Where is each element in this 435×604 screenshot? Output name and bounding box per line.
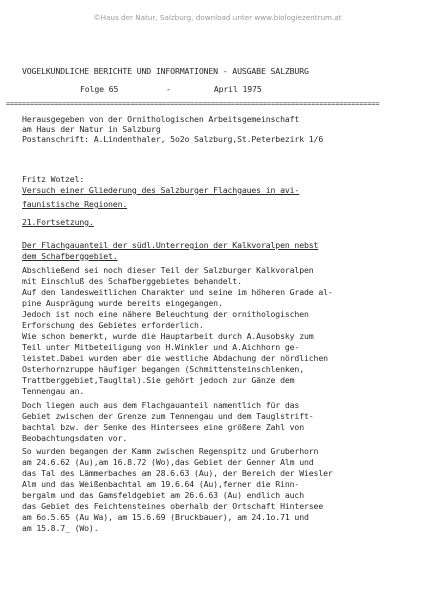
- double-rule: =============================================================================================: [6, 100, 380, 108]
- body-line: pine Ausprägung wurde bereits eingegangen.: [22, 298, 223, 308]
- body-line: Tennengau an.: [22, 386, 85, 396]
- body-line: Auf den landesweitlichen Charakter und seine im höheren Grade al-: [22, 287, 333, 297]
- subheading-line-1: Der Flachgauanteil der südl.Unterregion der Kalkvoralpen nebst: [22, 240, 319, 250]
- publisher-line-1: Herausgegeben von der Ornithologischen Arbeitsgemeinschaft: [22, 114, 300, 124]
- body-line: bergalm und das Gamsfeldgebiet am 26.6.63 (Au) endlich auch: [22, 490, 304, 500]
- postal-address: Postanschrift: A.Lindenthaler, 5o2o Salzburg,St.Peterbezirk 1/6: [22, 134, 324, 144]
- body-line: Abschließend sei noch dieser Teil der Salzburger Kalkvoralpen: [22, 265, 314, 275]
- body-line: Teil unter Mitbeteiligung von H.Winkler und A.Aichhorn ge-: [22, 342, 300, 352]
- body-line: Trattberggebiet,Taugltal).Sie gehört jedoch zur Gänze dem: [22, 375, 295, 385]
- issue-line: Folge 65 - April 1975: [80, 84, 262, 94]
- body-line: Beobachtungsdaten vor.: [22, 433, 128, 443]
- body-line: Alm und das Weißenbachtal am 19.6.64 (Au),ferner die Rinn-: [22, 479, 300, 489]
- body-line: So wurden begangen der Kamm zwischen Regenspitz und Gruberhorn: [22, 446, 319, 456]
- body-line: Doch liegen auch aus dem Flachgauanteil namentlich für das: [22, 400, 300, 410]
- journal-title: VOGELKUNDLICHE BERICHTE UND INFORMATIONEN - AUSGABE SALZBURG: [22, 66, 309, 76]
- watermark: ©Haus der Natur, Salzburg, download unter www.biologiezentrum.at: [93, 13, 342, 22]
- body-line: Osterhornzruppe häufiger begangen (Schmittensteinschlenken,: [22, 364, 304, 374]
- body-line: leistet.Dabei wurden aber die westliche Abdachung der nördlichen: [22, 353, 328, 363]
- body-line: das Gebiet des Feichtensteines oberhalb der Ortschaft Hintersee: [22, 501, 324, 511]
- publisher-line-2: am Haus der Natur in Salzburg: [22, 124, 161, 134]
- body-line: das Tal des Lämmerbaches am 28.6.63 (Au), der Bereich der Wiesler: [22, 468, 333, 478]
- body-line: am 15.8.7_ (Wo).: [22, 523, 99, 533]
- body-line: Jedoch ist noch eine nähere Beleuchtung der ornithologischen: [22, 309, 309, 319]
- continuation-label: 21.Fortsetzung.: [22, 217, 94, 227]
- subheading-line-2: dem Schafberggebiet.: [22, 251, 118, 261]
- article-title-line-1: Versuch einer Gliederung des Salzburger Flachgaues in avi-: [22, 185, 300, 195]
- body-line: am 24.6.62 (Au),am 16.8.72 (Wo),das Gebiet der Genner Alm und: [22, 457, 314, 467]
- article-title-line-2: faunistische Regionen.: [22, 199, 128, 209]
- body-line: am 6o.5.65 (Au Wa), am 15.6.69 (Bruckbauer), am 24.1o.71 und: [22, 512, 309, 522]
- body-line: mit Einschluß des Schafberggebietes behandelt.: [22, 276, 242, 286]
- author: Fritz Wotzel:: [22, 174, 85, 184]
- body-line: Wie schon bemerkt, wurde die Hauptarbeit durch A.Ausobsky zum: [22, 331, 314, 341]
- body-line: bachtal bzw. der Senke des Hintersees eine größere Zahl von: [22, 422, 304, 432]
- body-line: Gebiet zwischen der Grenze zum Tennengau und dem Tauglstrift-: [22, 411, 314, 421]
- body-line: Erforschung des Gebietes erforderlich.: [22, 320, 204, 330]
